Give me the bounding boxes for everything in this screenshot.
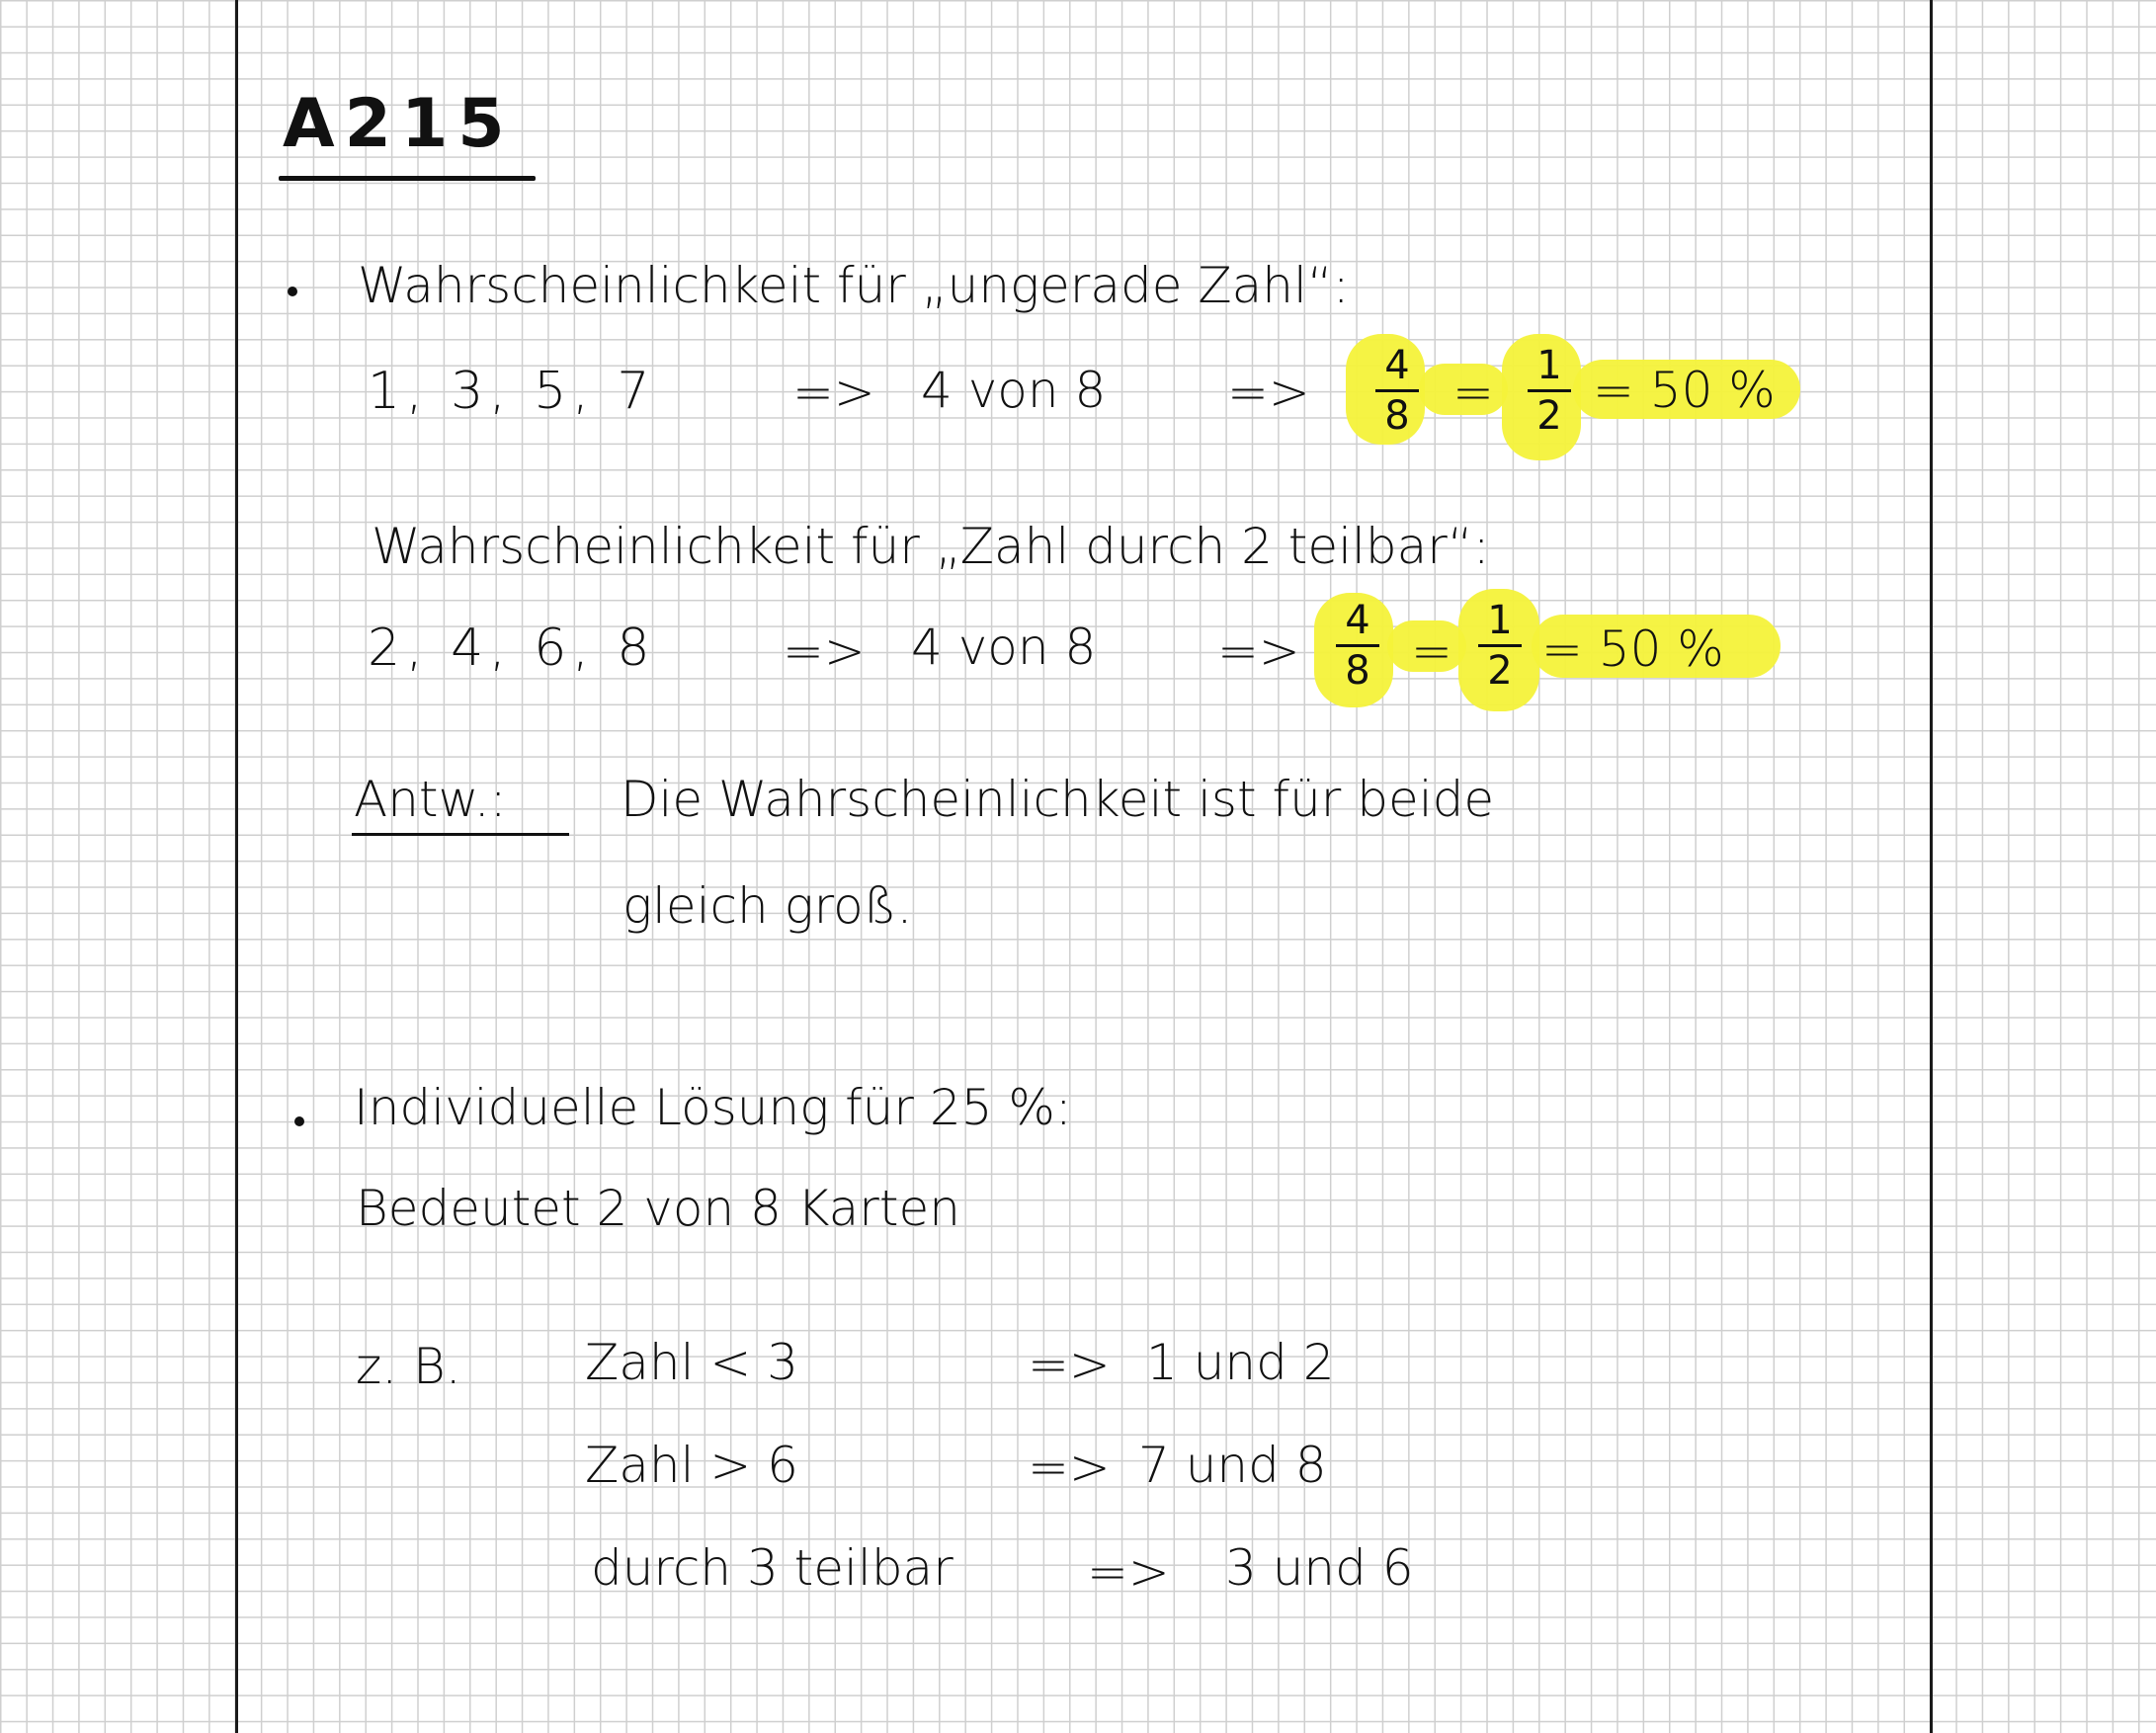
fraction-denominator: 2 [1536, 393, 1562, 439]
arrow-2: => [1227, 364, 1310, 421]
fraction-denominator: 8 [1384, 393, 1410, 439]
arrow-1: => [792, 364, 875, 421]
example-row-1-arrow: => [1028, 1336, 1111, 1393]
fraction-denominator: 2 [1487, 648, 1513, 694]
fraction-numerator: 1 [1536, 343, 1562, 388]
right-margin-line [1930, 0, 1933, 1733]
fraction-4-8-b [1336, 598, 1379, 694]
bullet-1 [288, 287, 297, 296]
odd-numbers: 1, 3, 5, 7 [368, 362, 656, 421]
section2-heading: Individuelle Lösung für 25 %: [354, 1079, 1072, 1136]
left-margin-line [235, 0, 238, 1733]
fraction-numerator: 4 [1384, 343, 1410, 388]
section1-subheading: Wahrscheinlichkeit für „Zahl durch 2 teilbar“: [372, 518, 1490, 575]
fraction-bar [1375, 389, 1419, 392]
example-row-1-result: 1 und 2 [1146, 1334, 1335, 1391]
section1-heading: Wahrscheinlichkeit für „ungerade Zahl“: [358, 257, 1350, 314]
example-row-2-arrow: => [1028, 1439, 1111, 1496]
even-numbers: 2, 4, 6, 8 [368, 619, 656, 678]
title-underline [279, 176, 536, 181]
fraction-numerator: 1 [1487, 598, 1513, 643]
section2-subheading: Bedeutet 2 von 8 Karten [356, 1180, 960, 1237]
example-row-3-result: 3 und 6 [1225, 1539, 1414, 1597]
answer-text-line1: Die Wahrscheinlichkeit ist für beide [621, 771, 1495, 828]
fraction-numerator: 4 [1345, 598, 1370, 643]
fraction-1-2-b [1478, 598, 1522, 694]
arrow-3: => [783, 622, 866, 680]
count-1: 4 von 8 [921, 362, 1107, 419]
example-label: z. B. [356, 1338, 461, 1395]
example-row-3-arrow: => [1087, 1543, 1170, 1601]
example-row-1-condition: Zahl < 3 [585, 1334, 798, 1391]
result-50-percent-1: = 50 % [1593, 362, 1776, 419]
answer-text-line2: gleich groß. [622, 877, 913, 935]
answer-label: Antw.: [354, 771, 507, 828]
page-title: A215 [283, 85, 515, 163]
fraction-bar [1336, 644, 1379, 647]
arrow-4: => [1217, 622, 1300, 680]
equals-1: = [1452, 364, 1494, 421]
result-50-percent-2: = 50 % [1541, 620, 1724, 678]
fraction-denominator: 8 [1345, 648, 1370, 694]
bullet-2 [294, 1116, 304, 1126]
fraction-bar [1528, 389, 1571, 392]
count-2: 4 von 8 [911, 619, 1097, 676]
example-row-2-condition: Zahl > 6 [585, 1437, 798, 1494]
fraction-4-8-a [1375, 343, 1419, 439]
fraction-1-2-a [1528, 343, 1571, 439]
example-row-3-condition: durch 3 teilbar [591, 1539, 954, 1597]
answer-label-underline [352, 833, 569, 836]
equals-2: = [1411, 622, 1452, 680]
fraction-bar [1478, 644, 1522, 647]
example-row-2-result: 7 und 8 [1138, 1437, 1327, 1494]
